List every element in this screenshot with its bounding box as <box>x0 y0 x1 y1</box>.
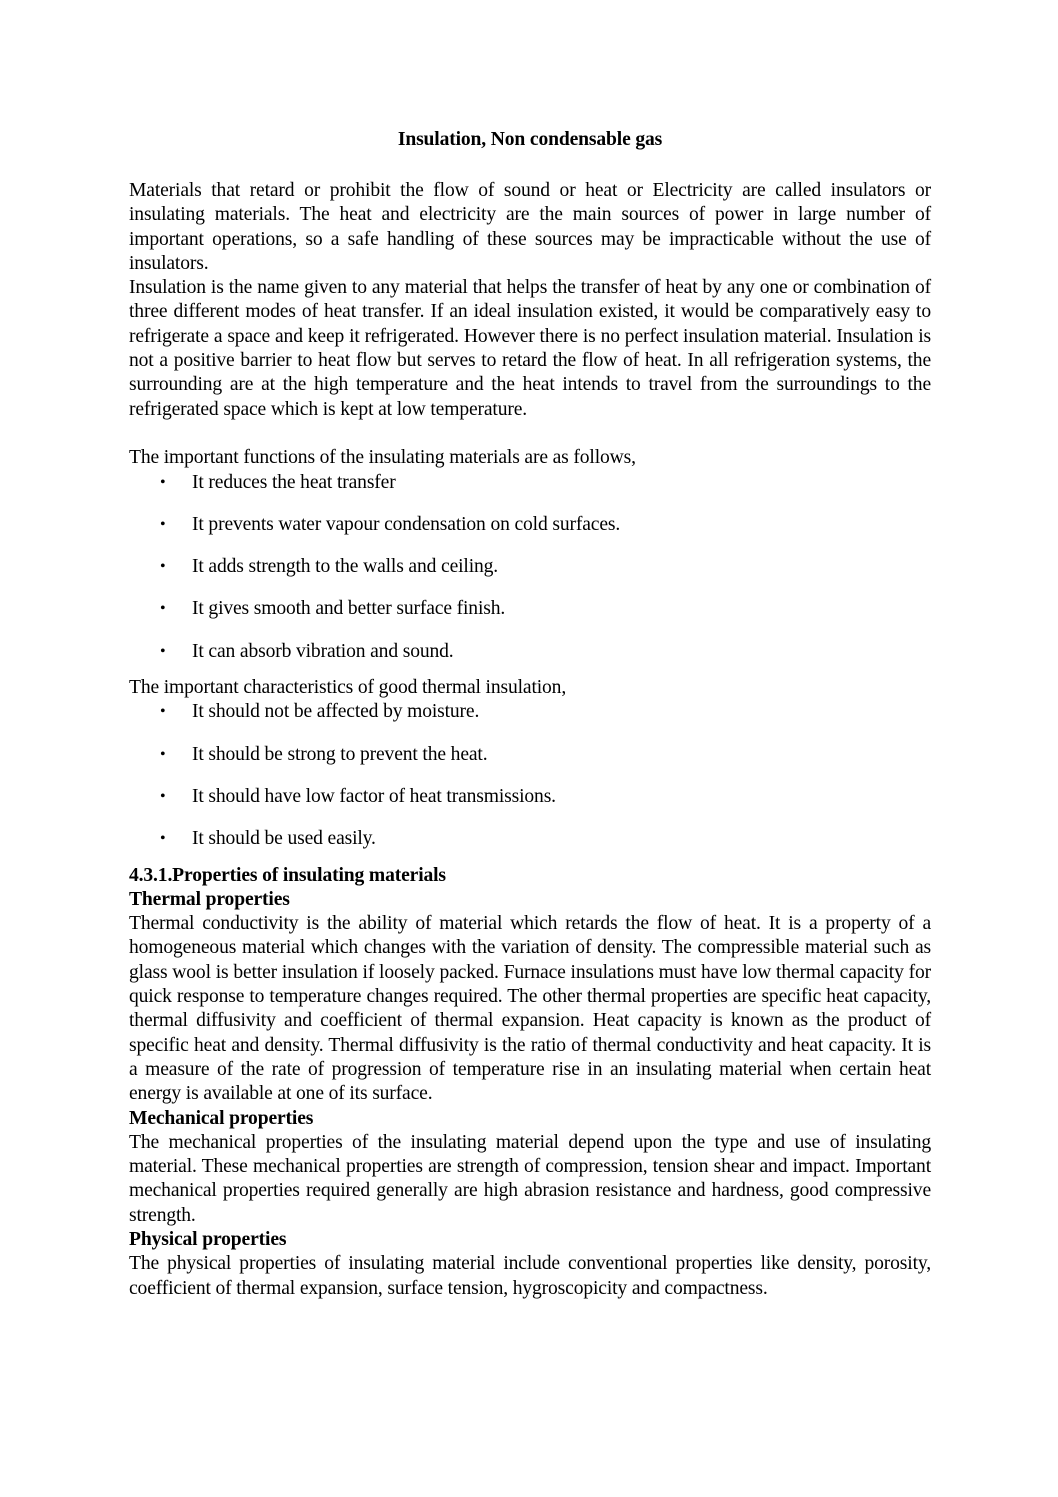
bullet-icon: • <box>160 642 166 660</box>
subsection-heading-physical: Physical properties <box>129 1228 287 1250</box>
definition-paragraph: Insulation is the name given to any material that helps the transfer of heat by any one or combination of three different modes of heat transfer. If an ideal insulation existed, it would be comparatively easy to refrigerate a space and keep it refrigerated. However there is no perfect insulation material. Insulation is not a positive barrier to heat flow but serves to retard the flow of heat. In all refrigeration systems, the surrounding are at the high temperature and the heat intends to travel from the surroundings to the refrigerated space which is kept at low temperature. <box>129 277 931 420</box>
list-item <box>129 513 931 537</box>
list-item <box>129 785 931 809</box>
characteristics-lead: The important characteristics of good thermal insulation, <box>129 677 567 699</box>
list-item-text: It adds strength to the walls and ceiling. <box>192 556 499 578</box>
list-item <box>129 471 931 495</box>
section-heading: 4.3.1.Properties of insulating materials <box>129 864 446 886</box>
list-item-text: It should have low factor of heat transmissions. <box>192 785 556 807</box>
list-item-text: It should not be affected by moisture. <box>192 701 480 723</box>
list-item <box>129 700 931 724</box>
document-page <box>129 128 931 1301</box>
document-title: Insulation, Non condensable gas <box>397 129 663 150</box>
bullet-icon: • <box>160 515 166 533</box>
list-item-text: It should be strong to prevent the heat. <box>192 743 488 765</box>
subsection-heading-mechanical: Mechanical properties <box>129 1107 314 1129</box>
list-item-text: It reduces the heat transfer <box>192 471 396 493</box>
functions-lead: The important functions of the insulating materials are as follows, <box>129 447 636 469</box>
bullet-icon: • <box>160 558 166 576</box>
list-item <box>129 640 931 664</box>
list-item <box>129 827 931 851</box>
list-item-text: It gives smooth and better surface finish. <box>192 598 506 620</box>
blank-line <box>129 422 931 446</box>
mechanical-properties-paragraph: The mechanical properties of the insulating material depend upon the type and use of insulating material. These mechanical properties are strength of compression, tension shear and impact. Important mechanical properties required generally are high abrasion resistance and hardness, good compressive strength. <box>129 1131 931 1226</box>
bullet-icon: • <box>160 703 166 721</box>
bullet-icon: • <box>160 600 166 618</box>
list-item-text: It can absorb vibration and sound. <box>192 640 454 662</box>
functions-list <box>129 471 931 664</box>
bullet-icon: • <box>160 830 166 848</box>
list-item <box>129 555 931 579</box>
characteristics-list <box>129 700 931 851</box>
list-item-text: It prevents water vapour condensation on cold surfaces. <box>192 513 621 535</box>
list-item <box>129 597 931 621</box>
list-item-text: It should be used easily. <box>192 828 376 850</box>
intro-paragraph: Materials that retard or prohibit the flow of sound or heat or Electricity are called insulators or insulating materials. The heat and electricity are the main sources of power in large number of important operations, so a safe handling of these sources may be impracticable without the use of insulators. <box>129 180 931 274</box>
bullet-icon: • <box>160 787 166 805</box>
subsection-heading-thermal: Thermal properties <box>129 888 290 910</box>
physical-properties-paragraph: The physical properties of insulating material include conventional properties like density, porosity, coefficient of thermal expansion, surface tension, hygroscopicity and compactness. <box>129 1253 931 1299</box>
bullet-icon: • <box>160 473 166 491</box>
list-item <box>129 743 931 767</box>
bullet-icon: • <box>160 745 166 763</box>
thermal-properties-paragraph: Thermal conductivity is the ability of material which retards the flow of heat. It is a property of a homogeneous material which changes with the variation of density. The compressible material such as glass wool is better insulation if loosely packed. Furnace insulations must have low thermal capacity for quick response to temperature changes required. The other thermal properties are specific heat capacity, thermal diffusivity and coefficient of thermal expansion. Heat capacity is known as the product of specific heat and density. Thermal diffusivity is the ratio of thermal conductivity and heat capacity. It is a measure of the rate of progression of temperature rise in an insulating material when certain heat energy is available at one of its surface. <box>129 913 931 1105</box>
